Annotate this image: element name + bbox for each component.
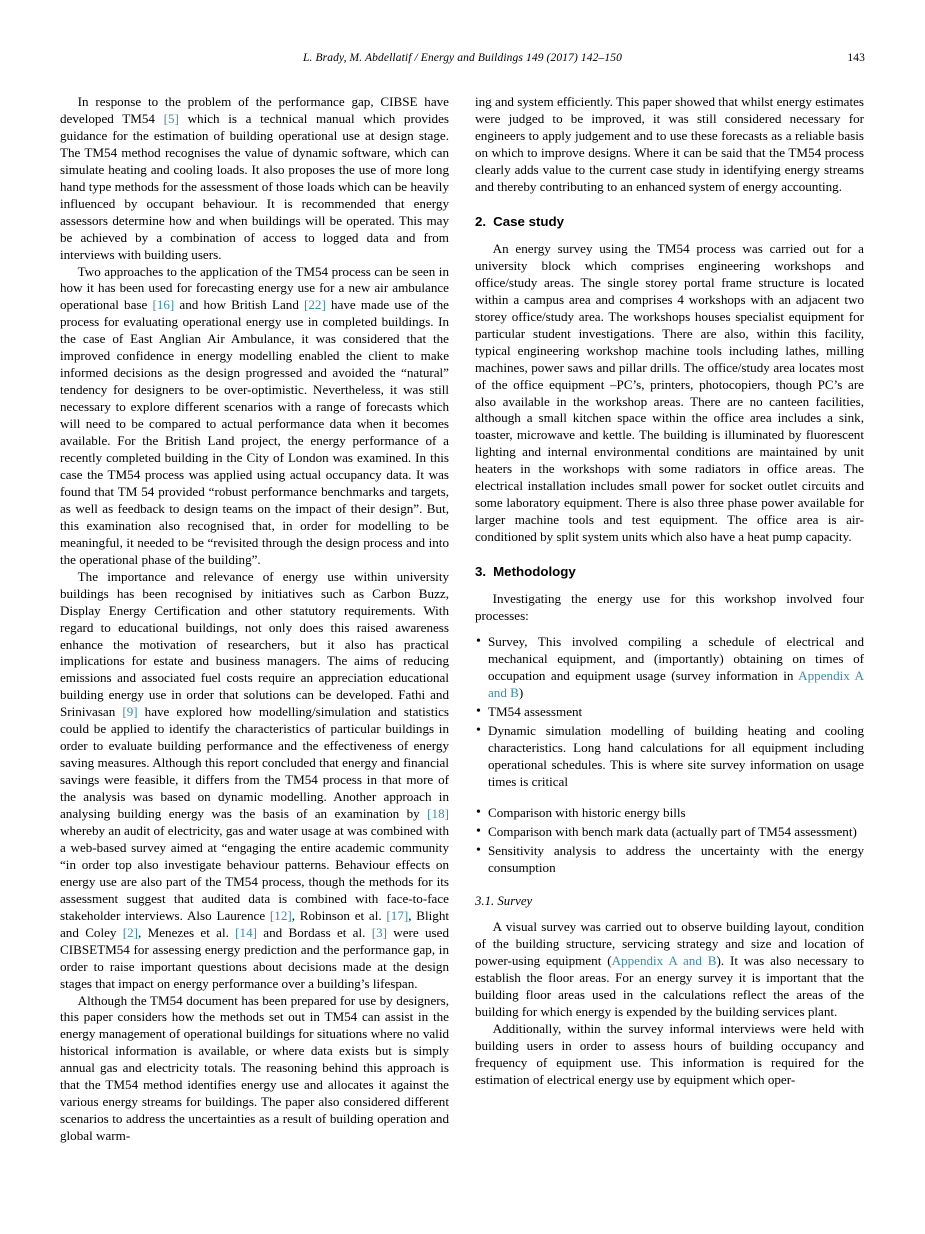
- body-paragraph: [60, 993, 449, 1146]
- list-item: [475, 634, 864, 702]
- methodology-list-primary: [475, 634, 864, 791]
- section-number: 3.: [475, 564, 487, 580]
- body-paragraph: Investigating the energy use for this workshop involved four processes:: [475, 591, 864, 624]
- list-item: [475, 824, 864, 841]
- right-column: [475, 94, 864, 1089]
- body-paragraph: [60, 94, 449, 264]
- text-run: The importance and relevance of energy use within university buildings has been recognised by initiatives such as Carbon Buzz, Display Energy Certification and other statutory requirements. With regard to educational buildings, not only does this raised awareness enhance the motivation of researchers, but it also has practical implications for estate and business managers. The aims of reducing emissions and associated fuel costs require an appreciation educational building energy use in order that solutions can be developed. Fathi and Srinivasan: [60, 568, 449, 720]
- text-run: Although the TM54 document has been prepared for use by designers, this paper considers how the methods set out in TM54 can assist in the energy management of operational buildings for situations where no valid historical information is available, or where data exists but is simply annual gas and electricity totals. The reasoning behind this approach is that the TM54 method identifies energy use and allocates it against the various energy streams for buildings. The paper also considered different scenarios to address the uncertainties as a result of building operation and global warm-: [60, 992, 449, 1144]
- section-number: 2.: [475, 213, 487, 229]
- section-heading: [475, 213, 864, 230]
- body-paragraph: [475, 919, 864, 1021]
- citation-link[interactable]: [3]: [371, 924, 387, 940]
- left-column: [60, 94, 449, 1145]
- text-run: Two approaches to the application of the TM54 process can be seen in how it has been used for forecasting energy use for a new air ambulance operational base: [60, 263, 449, 313]
- running-head: [60, 52, 865, 64]
- text-run: were used CIBSETM54 for assessing energy prediction and the performance gap, in order to raise important questions about decisions made at the design stages that impact on energy performance over a building’s lifespan.: [60, 924, 449, 991]
- text-run: have made use of the process for evaluating operational energy use in completed buildings. In the case of East Anglian Air Ambulance, it was considered that the improved confidence in energy modelling enabled the client to make informed decisions as the design progressed and avoided the “natural” tendency for designers to be over-optimistic. Nevertheless, it was still necessary to explore different scenarios with a range of forecasts which will need to be compared to actual performance data when it becomes available. For the British Land project, the energy performance of a recently completed building in the City of London was examined. In this case the TM54 process was applied using actual occupancy data. It was found that TM 54 provided “robust performance benchmarks and targets, as well as feedback to design teams on the impact of their design”. But, this examination also recognised that, in order for modelling to be meaningful, it needed to be “revisited through the design process and into the operational phase of the building”.: [60, 297, 449, 567]
- list-item: [475, 843, 864, 877]
- section-title: Methodology: [493, 564, 576, 580]
- citation-link[interactable]: [17]: [386, 907, 409, 923]
- text-run: ing and system efficiently. This paper showed that whilst energy estimates were judged to be improved, it was still considered necessary for engineers to apply judgement and to use these forecasts as a reliable basis on which to improve designs. Where it can be said that the TM54 process clearly adds value to the current case study in identifying energy streams and thereby contributing to an enhanced system of energy accounting.: [475, 94, 864, 194]
- text-run: A visual survey was carried out to observe building layout, condition of the building structure, servicing strategy and size and location of power-using equipment (: [475, 919, 864, 969]
- body-paragraph: [475, 94, 864, 196]
- body-paragraph: [475, 1021, 864, 1089]
- list-item: [475, 704, 864, 721]
- citation-link[interactable]: [18]: [427, 806, 449, 822]
- subsection-title: Survey: [497, 893, 533, 908]
- text-run: In response to the problem of the performance gap, CIBSE have developed TM54: [60, 94, 449, 126]
- text-run: which is a technical manual which provides guidance for the estimation of building operational use at design stage. The TM54 method recognises the value of dynamic software, which can simulate heating and cooling loads. It also proposes the use of more long hand type methods for the assessment of those loads which can be heavily influenced by occupant behaviour. It is recommended that energy assessors determine how and when buildings will be operated. This may be achieved by a combination of access to logged data and from interviews with building users.: [60, 110, 449, 262]
- text-run: whereby an audit of electricity, gas and water usage at was combined with a web-based survey aimed at “engaging the entire academic community “in order top also investigate behaviour patterns. Behaviour effects on energy use are also part of the TM54 process, though the methods for its assessment suggest that audited data is combined with face-to-face stakeholder interviews. Also Laurence: [60, 822, 449, 923]
- section-heading: [475, 563, 864, 580]
- subsection-number: 3.1.: [475, 893, 495, 908]
- citation-link[interactable]: [12]: [269, 907, 292, 923]
- body-paragraph: [60, 569, 449, 993]
- list-item: [475, 723, 864, 791]
- text-run: ). It was also necessary to establish the floor areas. For an energy survey it is important that the building floor areas used in the calculations reflect the areas of the building for which energy is expended by the building services plant.: [475, 953, 865, 1019]
- text-run: Comparison with bench mark data (actually part of TM54 assessment): [488, 823, 857, 839]
- subsection-heading: [475, 893, 864, 910]
- citation-link[interactable]: [22]: [304, 297, 326, 313]
- body-paragraph: An energy survey using the TM54 process was carried out for a university block which comprises engineering workshops and office/study areas. The single storey portal frame structure is located within a campus area and comprises 4 workshops with an adjacent two storey office/study area. The workshops houses specialist equipment for particular student investigations. There are also, within this facility, typical engineering workshop machine tools including lathes, milling machines, power saws and pillar drills. The office/study area locates most of the office equipment –PC’s, printers, photocopiers, though PC’s are also available in the workshop areas. There are no canteen facilities, although a small kitchen space within the office area includes a sink, toaster, microwave and kettle. The building is illuminated by fluorescent lighting and internal environmental conditions are maintained by unit heaters in the workshops with some radiators in office areas. The electrical installation includes small power for socket outlet circuits and some laboratory equipment. There is also three phase power available for larger machine tools and test equipment. The office area is air-conditioned by split system units which also have a heat pump capacity.: [475, 240, 864, 545]
- page-number: 143: [847, 52, 865, 64]
- citation-link[interactable]: [16]: [152, 297, 175, 313]
- text-run: and Bordass et al.: [257, 924, 372, 940]
- text-run: , Blight and Coley: [60, 907, 450, 940]
- text-run: have explored how modelling/simulation and statistics could be applied to identify the characteristics of particular buildings in order to evaluate building performance and the effectiveness of energy saving measures. Although this report concluded that energy and financial savings were feasible, it differs from the TM54 process in that more of the analysis was based on dynamic modelling. Another approach in analysing building energy was the basis of an examination by: [60, 704, 449, 822]
- text-run: and how British Land: [174, 297, 305, 313]
- text-run: Additionally, within the survey informal interviews were held with building users in order to assess hours of building occupancy and frequency of equipment use. This information is required for the estimation of electrical energy use by equipment which oper-: [475, 1020, 864, 1087]
- text-run: , Menezes et al.: [138, 924, 236, 940]
- list-item: [475, 805, 864, 822]
- citation-link[interactable]: [9]: [122, 704, 138, 720]
- two-column-body: [60, 94, 865, 1145]
- text-run: TM54 assessment: [488, 704, 583, 720]
- text-run: Sensitivity analysis to address the uncertainty with the energy consumption: [488, 842, 864, 875]
- citation-link[interactable]: [2]: [122, 924, 139, 940]
- running-head-text: L. Brady, M. Abdellatif / Energy and Buildings 149 (2017) 142–150: [303, 52, 622, 64]
- section-title: Case study: [493, 213, 565, 229]
- citation-link[interactable]: [5]: [163, 110, 179, 126]
- citation-link[interactable]: [14]: [235, 924, 257, 940]
- methodology-list-secondary: [475, 805, 864, 877]
- text-run: Comparison with historic energy bills: [488, 804, 686, 820]
- text-run: Survey, This involved compiling a schedule of electrical and mechanical equipment, and (importantly) obtaining on times of occupation and equipment usage (survey information in: [488, 634, 864, 684]
- appendix-link[interactable]: Appendix A and B: [488, 668, 864, 701]
- body-paragraph: [60, 264, 449, 569]
- text-run: ): [518, 685, 524, 701]
- appendix-link[interactable]: Appendix A and B: [611, 953, 717, 969]
- text-run: Dynamic simulation modelling of building heating and cooling characteristics. Long hand calculations for all equipment including operational schedules. This is where site survey information on usage times is critical: [488, 722, 864, 789]
- text-run: , Robinson et al.: [291, 907, 387, 923]
